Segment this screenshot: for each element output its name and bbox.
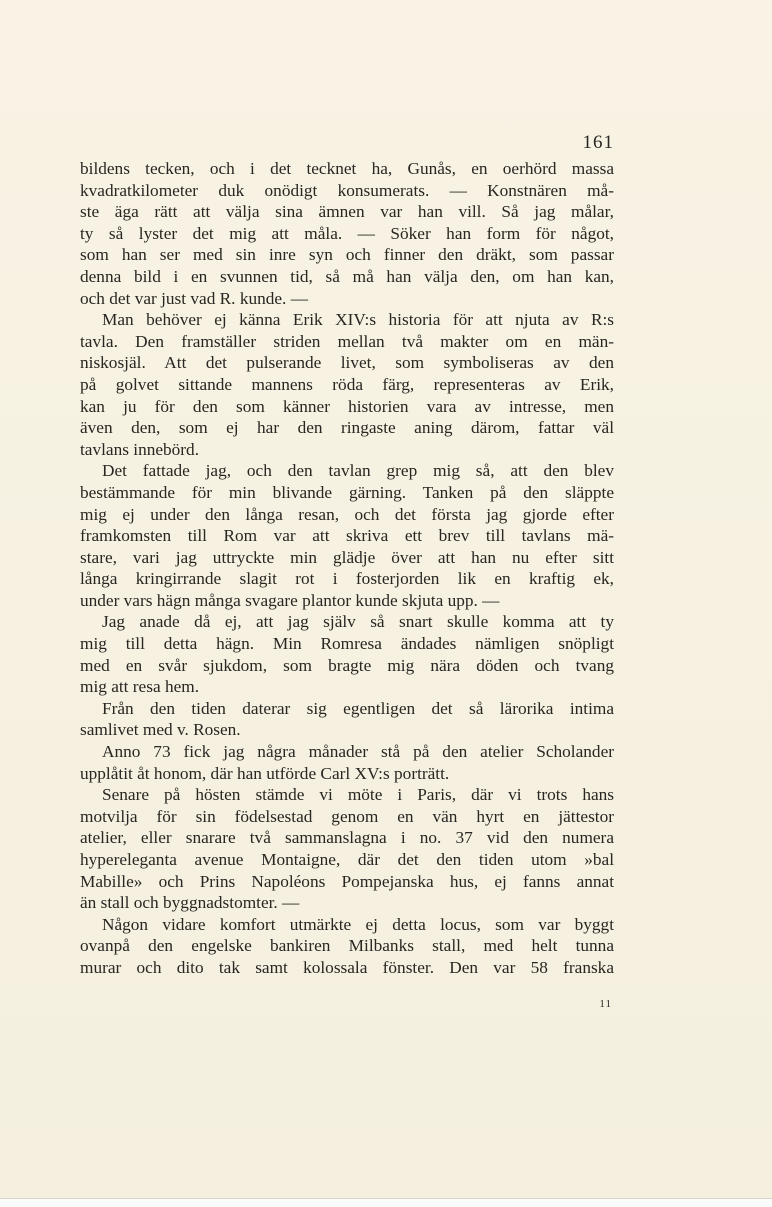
text-line: Det fattade jag, och den tavlan grep mig så, att den blev	[102, 461, 614, 481]
text-line: kan ju för den som känner historien vara av intresse, men	[80, 396, 614, 416]
text-line: atelier, eller snarare två sammanslagna i no. 37 vid den numera	[80, 828, 614, 848]
text-line: Jag anade då ej, att jag själv så snart skulle komma att ty	[102, 612, 614, 632]
page-number: 161	[582, 132, 614, 153]
text-line: på golvet sittande mannens röda färg, representeras av Erik,	[80, 374, 614, 394]
text-line: som han ser med sin inre syn och finner den dräkt, som passar	[80, 245, 614, 265]
text-line: Man behöver ej känna Erik XIV:s historia för att njuta av R:s	[102, 310, 614, 330]
text-line: även den, som ej har den ringaste aning därom, fattar väl	[80, 418, 614, 438]
text-line: murar och dito tak samt kolossala fönster. Den var 58 franska	[80, 957, 614, 977]
text-line: mig till detta hägn. Min Romresa ändades nämligen snöpligt	[80, 634, 614, 654]
text-line: stare, vari jag uttryckte min glädje över att han nu efter sitt	[80, 547, 614, 567]
text-line: under vars hägn många svagare plantor kunde skjuta upp. —	[80, 590, 500, 610]
text-line: Från den tiden daterar sig egentligen det så lärorika intima	[102, 698, 614, 718]
text-line: Mabille» och Prins Napoléons Pompejanska hus, ej fanns annat	[80, 871, 614, 891]
text-line: hyperelegantа avenue Montaigne, där det den tiden utom »bal	[80, 850, 614, 869]
text-line: ty så lyster det mig att måla. — Söker han form för något,	[80, 223, 614, 243]
text-line: mig att resa hem.	[80, 677, 200, 697]
text-line: tavlans innebörd.	[80, 439, 200, 459]
signature-mark: 11	[599, 998, 612, 1010]
text-line: bestämmande för min blivande gärning. Tanken på den släppte	[80, 482, 614, 502]
text-line: kvadratkilometer duk onödigt konsumerats. — Konstnären må-	[80, 180, 614, 200]
text-line: Någon vidare komfort utmärkte ej detta locus, som var byggt	[102, 914, 614, 934]
text-line: Anno 73 fick jag några månader stå på den atelier Scholander	[102, 742, 614, 762]
text-line: samlivet med v. Rosen.	[80, 720, 241, 740]
text-line: än stall och byggnadstomter. —	[80, 893, 300, 913]
text-line: och det var just vad R. kunde. —	[80, 288, 308, 308]
text-line: upplåtit åt honom, där han utförde Carl XV:s porträtt.	[80, 763, 450, 783]
text-line: niskosjäl. Att det pulserande livet, som symboliseras av den	[80, 353, 614, 373]
text-line: med en svår sjukdom, som bragte mig nära döden och tvang	[80, 655, 614, 675]
text-line: tavla. Den framställer striden mellan två makter om en män-	[80, 331, 614, 351]
text-line: Senare på hösten stämde vi möte i Paris, där vi trots hans	[102, 785, 614, 805]
text-line: motvilja för sin födelsestad genom en vän hyrt en jättestor	[80, 806, 614, 826]
body-text	[80, 158, 614, 979]
text-line: mig ej under den långa resan, och det första jag gjorde efter	[80, 504, 614, 524]
text-line: framkomsten till Rom var att skriva ett brev till tavlans mä-	[80, 526, 614, 546]
text-line: långa kringirrande slagit rot i fosterjorden lik en kraftig ek,	[80, 569, 614, 589]
text-line: bildens tecken, och i det tecknet ha, Gunås, en oerhörd massa	[80, 159, 614, 178]
text-line: ste äga rätt att välja sina ämnen var han vill. Så jag målar,	[80, 202, 614, 222]
text-line: denna bild i en svunnen tid, så må han välja den, om han kan,	[80, 266, 614, 286]
text-line: ovanpå den engelske bankiren Milbanks stall, med helt tunna	[80, 936, 614, 956]
